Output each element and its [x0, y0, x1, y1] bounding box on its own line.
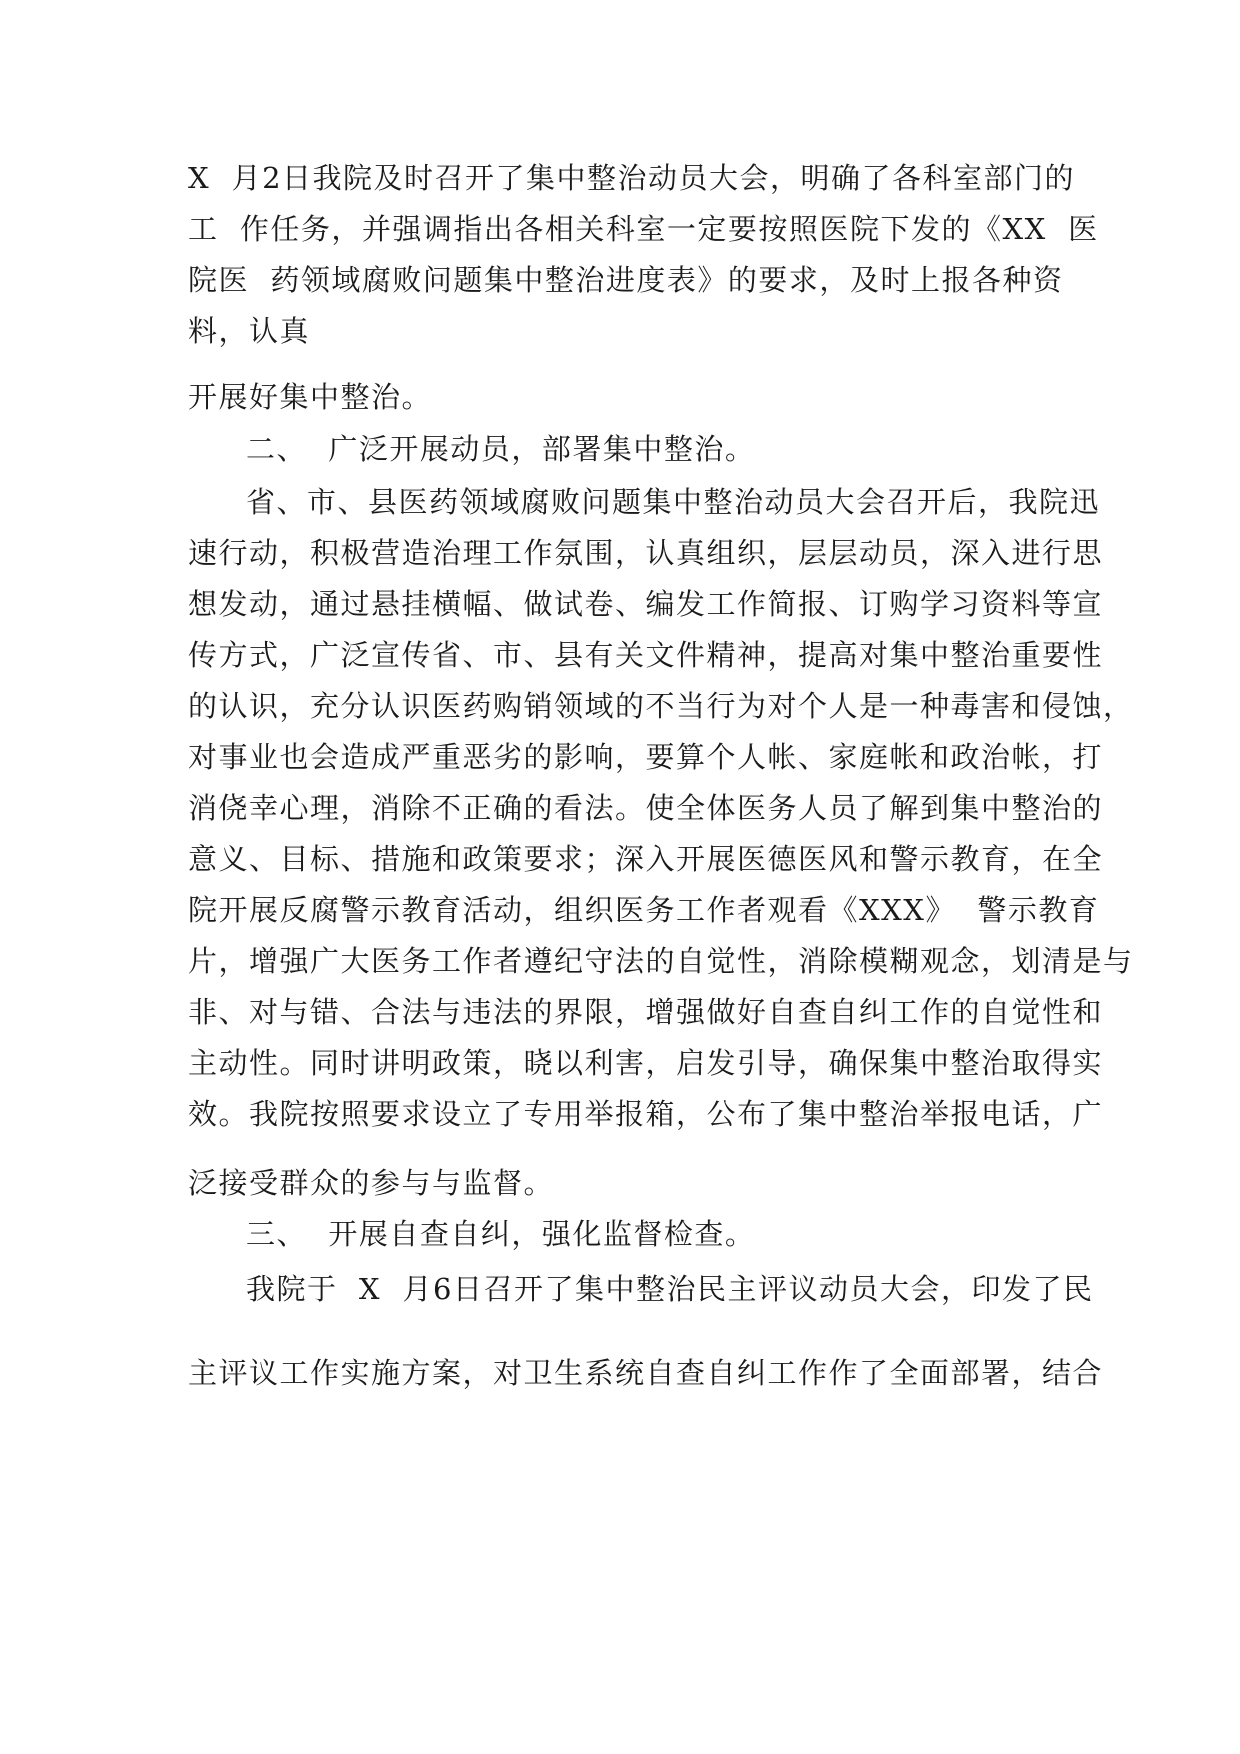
- text-line: 工 作任务，并强调指出各相关科室一定要按照医院下发的《XX 医: [188, 212, 1099, 246]
- text-line: 对事业也会造成严重恶劣的影响，要算个人帐、家庭帐和政治帐，打: [188, 740, 1104, 774]
- text-line: 想发动，通过悬挂横幅、做试卷、编发工作简报、订购学习资料等宣: [188, 587, 1104, 621]
- text-line: 传方式，广泛宣传省、市、县有关文件精神，提高对集中整治重要性: [188, 638, 1104, 672]
- text-line: 省、市、县医药领域腐败问题集中整治动员大会召开后，我院迅: [246, 485, 1101, 519]
- text-line: 院医 药领域腐败问题集中整治进度表》的要求，及时上报各种资: [188, 263, 1064, 297]
- text-line: 效。我院按照要求设立了专用举报箱，公布了集中整治举报电话，广: [188, 1097, 1104, 1131]
- text-line: 院开展反腐警示教育活动，组织医务工作者观看《XXX》 警示教育: [188, 893, 1100, 927]
- text-line: 非、对与错、合法与违法的界限，增强做好自查自纠工作的自觉性和: [188, 995, 1104, 1029]
- text-line: 片，增强广大医务工作者遵纪守法的自觉性，消除模糊观念，划清是与: [188, 944, 1134, 978]
- section-heading: 二、 广泛开展动员，部署集中整治。: [246, 432, 756, 466]
- text-line: 泛接受群众的参与与监督。: [188, 1166, 555, 1200]
- text-line: 的认识，充分认识医药购销领域的不当行为对个人是一种毒害和侵蚀，: [188, 689, 1134, 723]
- text-line: 主评议工作实施方案，对卫生系统自查自纠工作作了全面部署，结合: [188, 1356, 1104, 1390]
- text-line: 速行动，积极营造治理工作氛围，认真组织，层层动员，深入进行思: [188, 536, 1104, 570]
- text-line: 开展好集中整治。: [188, 380, 433, 414]
- text-line: X 月2日我院及时召开了集中整治动员大会，明确了各科室部门的: [188, 161, 1076, 195]
- section-heading: 三、 开展自查自纠，强化监督检查。: [246, 1217, 756, 1251]
- text-line: 我院于 X 月6日召开了集中整治民主评议动员大会，印发了民: [246, 1272, 1094, 1306]
- text-line: 主动性。同时讲明政策，晓以利害，启发引导，确保集中整治取得实: [188, 1046, 1104, 1080]
- text-line: 消侥幸心理，消除不正确的看法。使全体医务人员了解到集中整治的: [188, 791, 1104, 825]
- text-line: 料，认真: [188, 314, 311, 348]
- text-line: 意义、目标、措施和政策要求；深入开展医德医风和警示教育，在全: [188, 842, 1104, 876]
